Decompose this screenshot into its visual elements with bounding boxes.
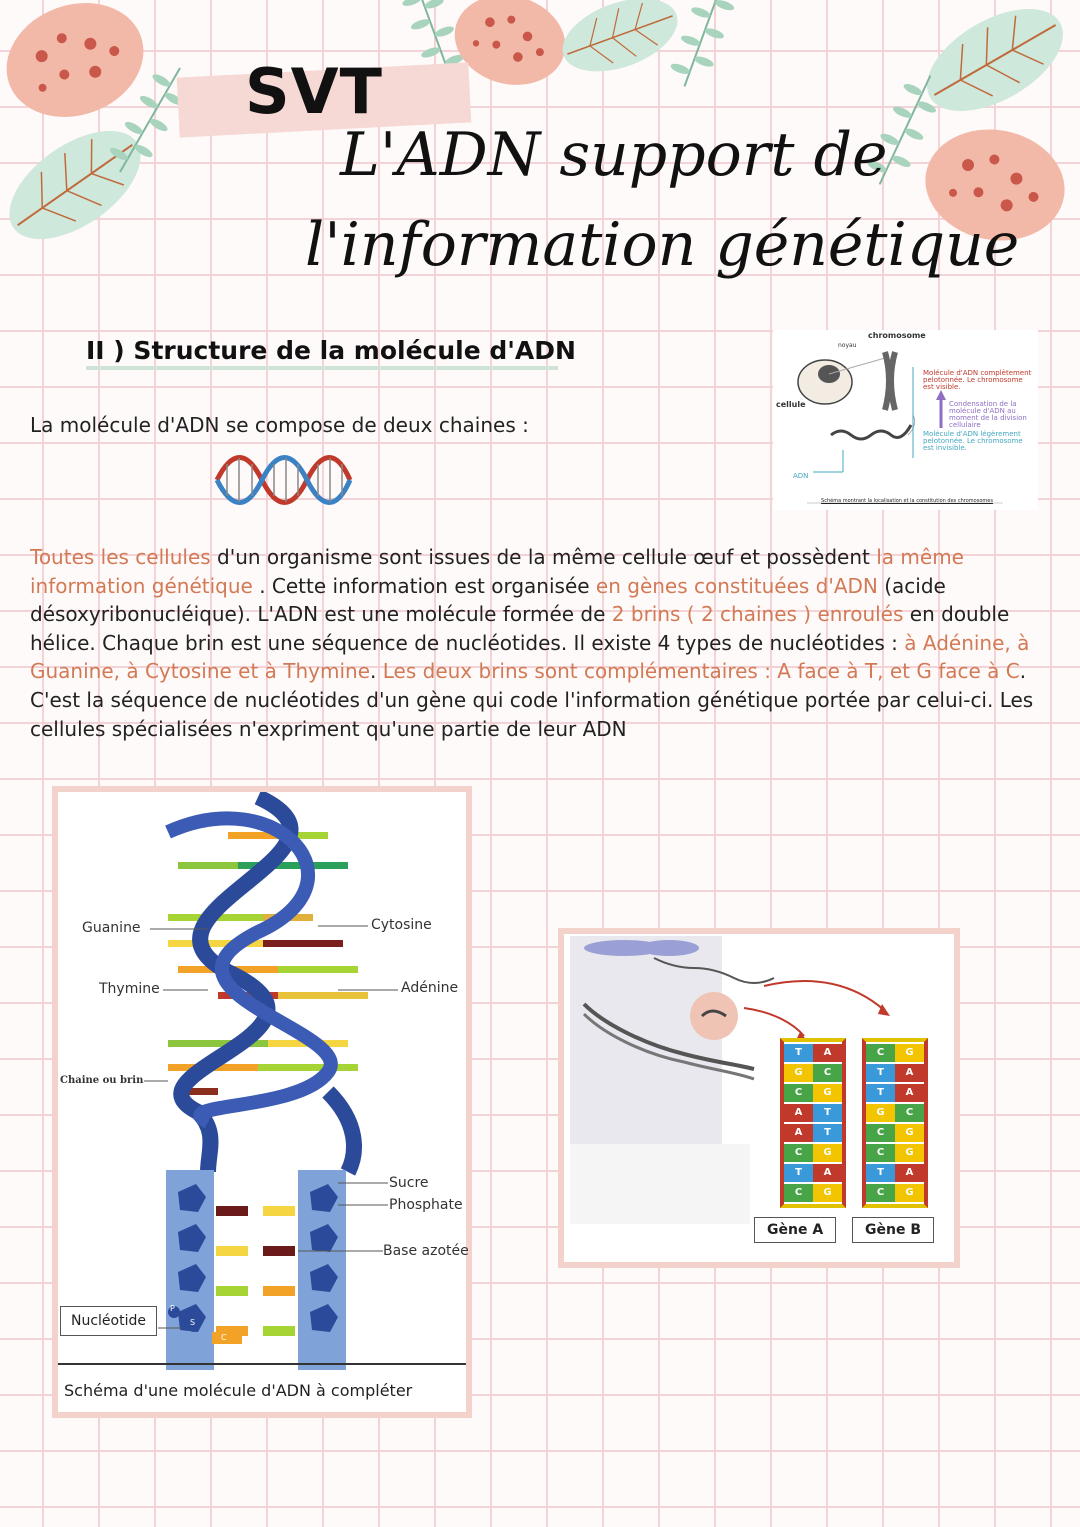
cellule-label: cellule xyxy=(776,400,806,409)
adenine-label: Adénine xyxy=(401,980,459,996)
sugar-letter: S xyxy=(190,1318,196,1327)
nucleotide-base: A xyxy=(895,1064,924,1082)
section-heading: II ) Structure de la molécule d'ADN xyxy=(86,336,576,365)
heading-underline xyxy=(86,366,558,370)
nucleotide-base: G xyxy=(895,1044,924,1062)
chromosome-label: chromosome xyxy=(868,331,926,340)
nucleotide-base: A xyxy=(895,1164,924,1182)
nucleotide-base: G xyxy=(813,1184,842,1202)
chromosome-caption: Schéma montrant la localisation et la constitution des chromosomes xyxy=(821,498,993,504)
base-pair xyxy=(784,1124,842,1142)
paragraph-text: . C'est la séquence de nucléotides d'un gène qui code l'information génétique portée par celui-ci. Les cellules spécialisées n'expriment qu'une partie de leur ADN xyxy=(30,659,1034,741)
chromosome-figure xyxy=(773,330,1038,510)
paragraph-text: en double hélice. Chaque brin est une séquence de nucléotides. Il existe 4 types de nucléotides : xyxy=(30,602,1010,655)
base-pair xyxy=(866,1164,924,1182)
dna-figure-caption: Schéma d'une molécule d'ADN à compléter xyxy=(64,1381,413,1400)
page-title-line2: l'information génétique xyxy=(305,210,1020,280)
nucleotide-base: T xyxy=(813,1124,842,1142)
nucleotide-base: G xyxy=(813,1084,842,1102)
paragraph-text: d'un organisme sont issues de la même cellule œuf et possèdent xyxy=(210,545,877,569)
nucleotide-base: C xyxy=(866,1144,895,1162)
highlighted-text: Les deux brins sont complémentaires : A face à T, et G face à C xyxy=(382,659,1020,684)
nucleotide-base: C xyxy=(866,1044,895,1062)
gene-b-label: Gène B xyxy=(852,1217,934,1243)
nucleotide-base: C xyxy=(866,1184,895,1202)
chromosome-note-3: Molécule d'ADN légèrement pelotonnée. Le chromosome est invisible. xyxy=(923,430,1023,452)
highlighted-text: en gènes constituées d'ADN xyxy=(595,573,878,598)
base-pair xyxy=(784,1184,842,1202)
highlighted-text: à Adénine, à Guanine, à Cytosine et à Thymine xyxy=(30,630,1030,684)
nucleotide-base: A xyxy=(895,1084,924,1102)
nucleotide-base: G xyxy=(866,1104,895,1122)
nucleotide-base: C xyxy=(784,1144,813,1162)
highlighted-text: 2 brins ( 2 chaines ) enroulés xyxy=(611,602,904,627)
gene-b-ladder xyxy=(862,1038,928,1208)
base-pair xyxy=(784,1084,842,1102)
base-pair xyxy=(784,1144,842,1162)
base-pair xyxy=(866,1124,924,1142)
genes-figure xyxy=(558,928,960,1268)
nucleotide-base: C xyxy=(784,1084,813,1102)
base-pair xyxy=(784,1164,842,1182)
cytosine-label: Cytosine xyxy=(371,917,432,933)
intro-text: La molécule d'ADN se compose de deux chaines : xyxy=(30,413,529,437)
nucleotide-base: T xyxy=(813,1104,842,1122)
main-paragraph xyxy=(30,543,1050,743)
nucleotide-base: C xyxy=(784,1184,813,1202)
sucre-label: Sucre xyxy=(389,1175,429,1191)
nucleotide-base: G xyxy=(895,1184,924,1202)
chaine-label: Chaine ou brin xyxy=(60,1075,144,1086)
base-pair xyxy=(866,1184,924,1202)
nucleotide-base: G xyxy=(813,1144,842,1162)
paragraph-text: . Cette information est organisée xyxy=(252,573,596,598)
page-title-line1: L'ADN support de xyxy=(340,120,888,190)
base-pair xyxy=(784,1064,842,1082)
nucleotide-base: T xyxy=(866,1064,895,1082)
adn-label: ADN xyxy=(793,472,809,480)
gene-a-ladder xyxy=(780,1038,846,1208)
noyau-label: noyau xyxy=(838,342,857,349)
highlighted-text: Toutes les cellules xyxy=(30,545,211,569)
base-pair xyxy=(866,1104,924,1122)
guanine-label: Guanine xyxy=(82,920,141,936)
dna-structure-figure xyxy=(52,786,472,1418)
nucleotide-base: C xyxy=(866,1124,895,1142)
thymine-label: Thymine xyxy=(99,981,160,997)
base-pair xyxy=(866,1084,924,1102)
base-pair xyxy=(784,1044,842,1062)
nucleotide-base: T xyxy=(784,1044,813,1062)
nucleotide-base: T xyxy=(866,1084,895,1102)
nucleotide-base: A xyxy=(813,1164,842,1182)
nucleotide-base: G xyxy=(784,1064,813,1082)
subject-title: SVT xyxy=(245,55,383,128)
dna-helix-icon xyxy=(212,450,354,508)
nucleotide-base: C xyxy=(813,1064,842,1082)
nucleotide-base: A xyxy=(784,1104,813,1122)
base-pair xyxy=(866,1044,924,1062)
nucleotide-base: T xyxy=(784,1164,813,1182)
base-pair xyxy=(784,1104,842,1122)
nucleotide-base: G xyxy=(895,1144,924,1162)
paragraph-text: (acide désoxyribonucléique). L'ADN est une molécule formée de xyxy=(30,573,946,627)
base-letter: C xyxy=(221,1333,227,1342)
base-azotee-label: Base azotée xyxy=(383,1243,469,1259)
nucleotide-base: G xyxy=(895,1124,924,1142)
highlighted-text: la même information génétique xyxy=(30,545,964,598)
phosphate-letter: P xyxy=(170,1304,175,1313)
nucleotide-base: T xyxy=(866,1164,895,1182)
base-pair xyxy=(866,1144,924,1162)
chromosome-note-2: Condensation de la molécule d'ADN au moment de la division cellulaire xyxy=(949,400,1027,429)
gene-a-label: Gène A xyxy=(754,1217,836,1243)
chromosome-note-1: Molécule d'ADN complètement pelotonnée. Le chromosome est visible. xyxy=(923,369,1032,391)
base-pair xyxy=(866,1064,924,1082)
nucleotide-base: A xyxy=(813,1044,842,1062)
paragraph-text: . xyxy=(370,659,383,684)
nucleotide-base: C xyxy=(895,1104,924,1122)
nucleotide-base: A xyxy=(784,1124,813,1142)
phosphate-label: Phosphate xyxy=(389,1197,463,1213)
nucleotide-label: Nucléotide xyxy=(60,1306,157,1336)
